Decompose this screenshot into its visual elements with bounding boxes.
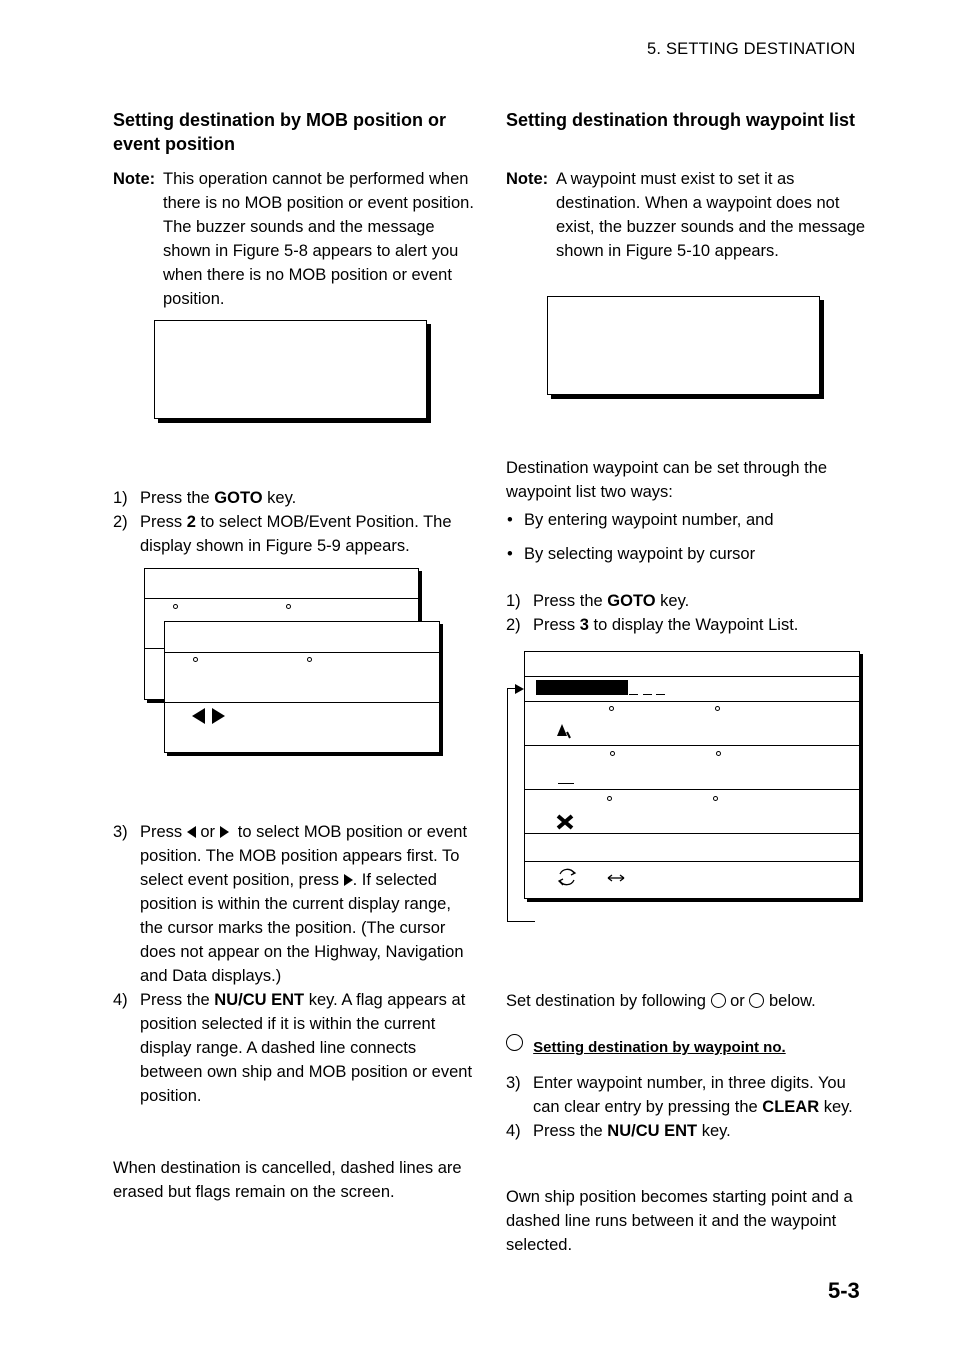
callout-line [507,921,535,922]
right-note-text: A waypoint must exist to set it as destination. When a waypoint does not exist, the buzzer sounds and the message shown in Figure 5-10 appears. [556,170,866,260]
figure-5-10-message-box [547,296,820,395]
left-closing: When destination is cancelled, dashed lines are erased but flags remain on the screen. [113,1159,462,1201]
figure-5-8-message-box [154,320,427,419]
circle-marker-icon [749,993,764,1008]
right-closing: Own ship position becomes starting point and a dashed line runs between it and the waypoint selected. [506,1188,853,1254]
circle-marker-icon [711,993,726,1008]
fish-mark-icon [556,814,574,830]
left-steps-a [113,486,473,558]
degree-icon [307,657,312,662]
list-item: 1) Press the GOTO key. [506,592,690,610]
degree-icon [193,657,198,662]
right-heading: Setting destination through waypoint list [506,110,855,130]
section-header: 5. SETTING DESTINATION [647,40,856,58]
list-item: 4) Press the NU/CU ENT key. [506,1122,731,1140]
circle-marker-icon [506,1034,523,1051]
left-arrow-icon [187,826,196,838]
list-item: 3) Enter waypoint number, in three digits. You can clear entry by pressing the CLEAR key. [506,1074,853,1116]
degree-icon [716,751,721,756]
left-note [113,167,475,311]
right-note [506,167,866,263]
callout-line [507,688,508,922]
list-item: 2) Press 2 to select MOB/Event Position. The display shown in Figure 5-9 appears. [113,513,452,555]
right-subheading: Setting destination by waypoint no. [506,1034,786,1059]
list-item: 1) Press the GOTO key. [113,489,297,507]
right-arrow-icon [344,874,353,886]
right-follow: Set destination by following or below. [506,992,816,1010]
callout-arrow-icon [515,684,524,694]
right-note-label: Note: [506,170,549,188]
waypoint-entry-cursor [536,680,628,695]
figure-5-9-front-window [164,621,440,753]
blank-mark [558,783,574,784]
left-note-text: This operation cannot be performed when there is no MOB position or event position. The buzzer sounds and the message shown in Figure 5-8 appears to alert you when there is no MOB position or event position. [163,170,474,308]
double-arrow-icon [607,874,625,882]
right-arrow-icon [220,826,229,838]
right-intro: Destination waypoint can be set through the waypoint list two ways: [506,459,828,501]
waypoint-mark-icon [555,722,573,740]
list-item: 4) Press the NU/CU ENT key. A flag appears at position selected if it is within the current display range. A dashed line connects between own ship and MOB position or event position. [113,991,473,1105]
left-heading: Setting destination by MOB position or event position [113,110,446,154]
rotate-icon [555,865,579,889]
left-steps-b [113,820,473,1108]
waypoint-list-window [524,651,860,899]
degree-icon [286,604,291,609]
list-item: 3) Press or to select MOB position or event position. The MOB position appears first. To select event position, press . If selected position is within the current display range, the cursor marks the position. (The cursor does not appear on the Highway, Navigation and Data displays.) [113,823,468,985]
left-right-arrows-icon [192,708,225,724]
degree-icon [609,706,614,711]
list-item: • By selecting waypoint by cursor [506,542,866,566]
right-bullets [506,508,866,576]
degree-icon [713,796,718,801]
right-steps-b [506,1071,866,1143]
degree-icon [610,751,615,756]
right-steps-a [506,589,866,637]
degree-icon [173,604,178,609]
degree-icon [607,796,612,801]
list-item: 2) Press 3 to display the Waypoint List. [506,616,799,634]
degree-icon [715,706,720,711]
left-note-label: Note: [113,170,156,188]
page-number: 5-3 [828,1278,860,1303]
list-item: • By entering waypoint number, and [506,508,866,532]
